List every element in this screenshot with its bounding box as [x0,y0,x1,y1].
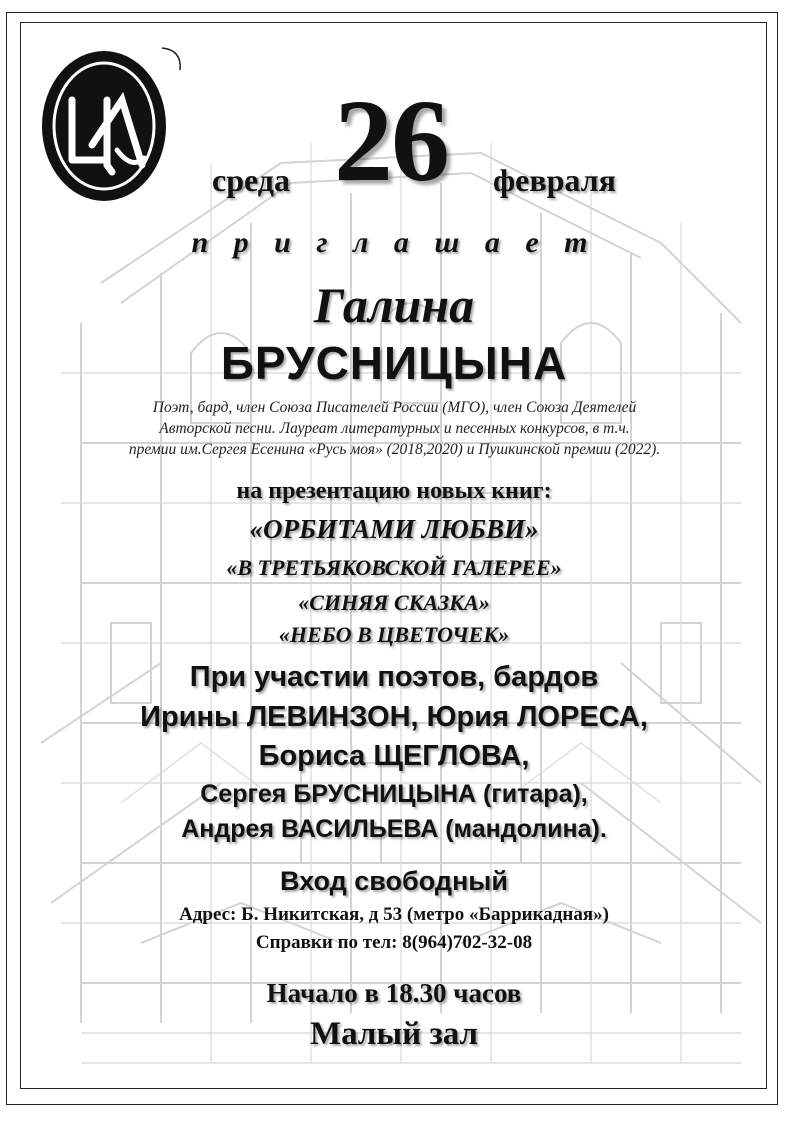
bio-line: Авторской песни. Лауреат литературных и песенных конкурсов, в т.ч. [159,420,630,437]
participant-line: Бориса ЩЕГЛОВА, [258,740,530,772]
book-title-2: «В ТРЕТЬЯКОВСКОЙ ГАЛЕРЕЕ» [226,555,562,580]
participant-line: Ирины ЛЕВИНЗОН, Юрия ЛОРЕСА, [140,701,648,733]
participant-line: Сергея БРУСНИЦЫНА (гитара), [200,780,588,808]
book-title-3: «СИНЯЯ СКАЗКА» [298,590,490,615]
date-weekday: среда [212,162,290,198]
book-title-1: «ОРБИТАМИ ЛЮБВИ» [249,514,539,544]
book-title-4: «НЕБО В ЦВЕТОЧЕК» [278,622,510,647]
performer-last-name: БРУСНИЦЫНА [220,337,568,389]
address: Адрес: Б. Никитская, д 53 (метро «Баррикадная») [179,904,609,925]
bio-line: премии им.Сергея Есенина «Русь моя» (2018,2020) и Пушкинской премии (2022). [128,441,661,458]
date-day: 26 [334,75,448,206]
entry-info: Вход свободный [280,866,508,896]
start-time: Начало в 18.30 часов [266,978,522,1008]
presentation-intro: на презентацию новых книг: [236,478,552,504]
participant-line: Андрея ВАСИЛЬЕВА (мандолина). [181,815,607,843]
performer-bio [52,397,737,460]
participants-heading: При участии поэтов, бардов [189,661,599,693]
invite-word: п р и г л а ш а е т [191,226,597,259]
bio-line: Поэт, бард, член Союза Писателей России (МГО), член Союза Деятелей [152,399,637,416]
performer-first-name: Галина [313,277,475,333]
date-month: февраля [493,162,616,198]
hall-name: Малый зал [309,1016,479,1052]
phone-info: Справки по тел: 8(964)702-32-08 [255,932,533,953]
poster-content [22,0,766,1100]
